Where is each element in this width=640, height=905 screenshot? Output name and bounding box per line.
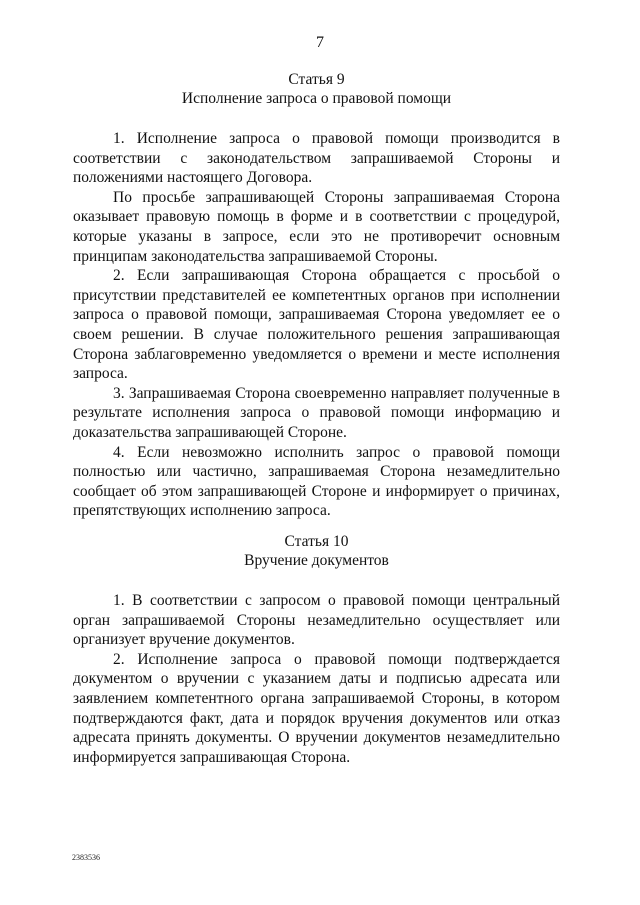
page-number: 7 [316,34,324,51]
paragraph: 1. В соответствии с запросом о правовой помощи центральный орган запрашиваемой Стороны незамедлительно осуществляет или организует вручение документов. [73,592,560,649]
article-number: Статья 10 [284,533,349,550]
paragraph: 2. Исполнение запроса о правовой помощи подтверждается документом о вручении с указанием даты и подписью адресата или заявлением компетентного органа запрашиваемой Стороны, в котором подтверждаются факт, дата и порядок вручения документов или отказ адресата принять документы. О вручении документов незамедлительно информируется запрашивающая Сторона. [73,650,560,766]
document-code: 2383536 [72,853,100,862]
article-heading [73,70,560,108]
paragraph: 4. Если невозможно исполнить запрос о правовой помощи полностью или частично, запрашиваемая Сторона незамедлительно сообщает об этом запрашивающей Стороне и информирует о причинах, препятствующих исполнению запроса. [73,443,560,520]
article-title: Вручение документов [244,552,389,569]
article-10 [73,532,560,767]
article-9 [73,70,560,521]
article-number: Статья 9 [288,71,345,88]
article-body [73,591,560,767]
paragraph: 2. Если запрашивающая Сторона обращается с просьбой о присутствии представителей ее компетентных органов при исполнении запроса о правовой помощи, запрашиваемая Сторона уведомляет ее о своем решении. В случае положительного решения запрашивающая Сторона заблаговременно уведомляется о времени и месте исполнения запроса. [73,267,560,383]
paragraph: 1. Исполнение запроса о правовой помощи производится в соответствии с законодательством запрашиваемой Стороны и положениями настоящего Договора. [73,130,560,187]
article-body [73,129,560,521]
paragraph: По просьбе запрашивающей Стороны запрашиваемая Сторона оказывает правовую помощь в форме и в соответствии с процедурой, которые указаны в запросе, если это не противоречит основным принципам законодательства запрашиваемой Стороны. [73,188,560,265]
article-heading [73,532,560,570]
paragraph: 3. Запрашиваемая Сторона своевременно направляет полученные в результате исполнения запроса о правовой помощи информацию и доказательства запрашивающей Стороне. [73,384,560,441]
article-title: Исполнение запроса о правовой помощи [181,90,452,107]
